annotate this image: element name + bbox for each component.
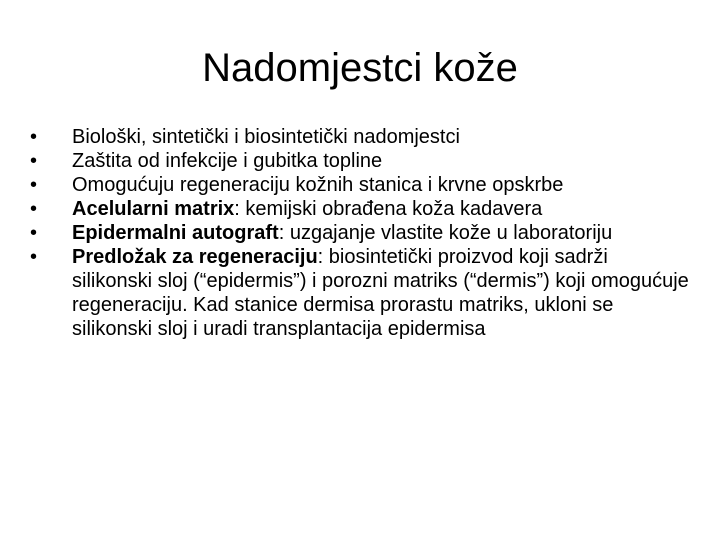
bullet-text: Zaštita od infekcije i gubitka topline (72, 150, 383, 172)
bullet-marker: • (30, 222, 38, 244)
bullet-marker: • (30, 150, 38, 172)
bullet-text: : uzgajanje vlastite kože u laboratoriju (278, 222, 613, 244)
bullet-item (30, 149, 690, 173)
bullet-item (30, 125, 690, 149)
bullet-item (30, 173, 690, 197)
bullet-text: : biosintetički proizvod koji sadrži silikonski sloj (“epidermis”) i porozni matriks (“dermis”) koji omogućuje regeneraciju. Kad stanice dermisa prorastu matriks, ukloni se silikonski sloj i uradi transplantacija epidermisa (72, 246, 689, 340)
bullet-item (30, 197, 690, 221)
bullet-text: Omogućuju regeneraciju kožnih stanica i krvne opskrbe (72, 174, 564, 196)
bullet-item (30, 221, 690, 245)
bullet-text: Biološki, sintetički i biosintetički nadomjestci (72, 126, 460, 148)
bullet-marker: • (30, 126, 38, 148)
bullet-text: : kemijski obrađena koža kadavera (234, 198, 543, 220)
bullet-term: Epidermalni autograft (72, 222, 279, 244)
bullet-marker: • (30, 174, 38, 196)
bullet-item (30, 245, 690, 341)
bullet-term: Acelularni matrix (72, 198, 235, 220)
slide-title: Nadomjestci kože (202, 46, 518, 90)
bullet-term: Predložak za regeneraciju (72, 246, 318, 268)
bullet-list (30, 125, 690, 341)
bullet-marker: • (30, 246, 38, 268)
bullet-marker: • (30, 198, 38, 220)
